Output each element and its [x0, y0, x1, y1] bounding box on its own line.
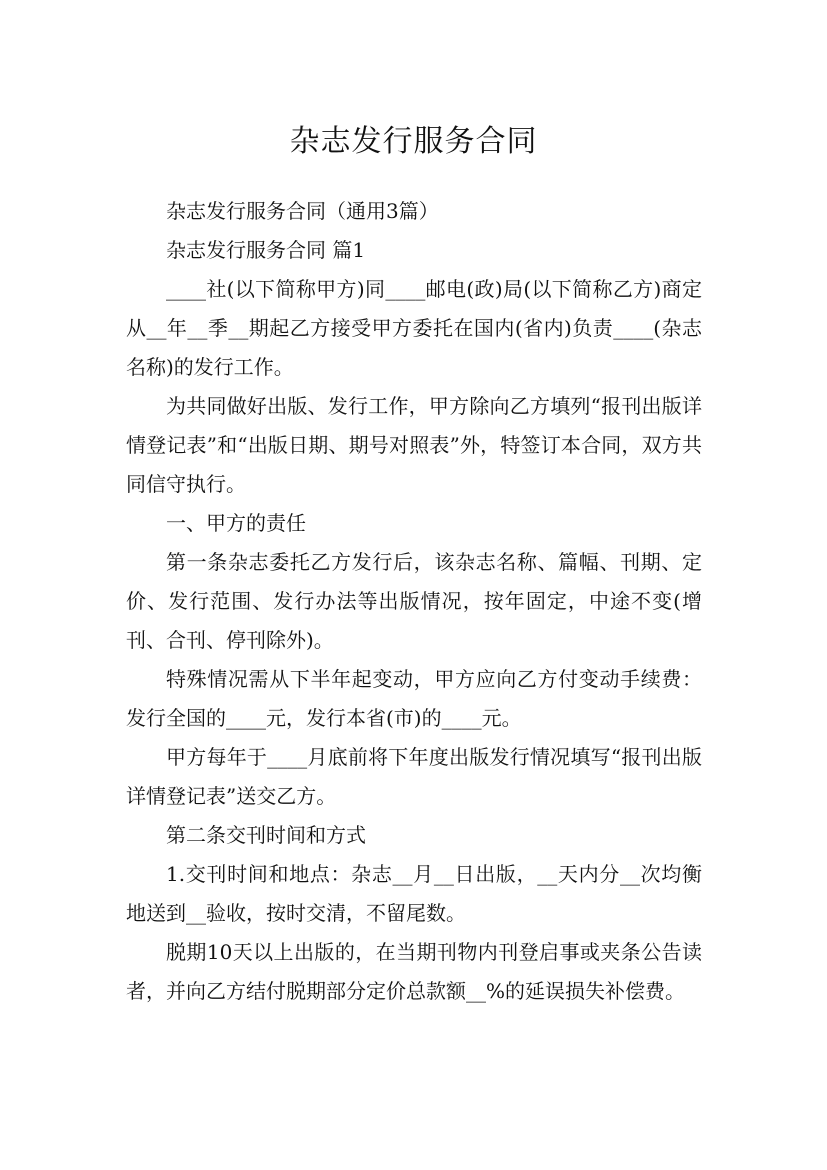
paragraph-section-heading: 杂志发行服务合同 篇1 — [166, 238, 366, 262]
paragraph: 脱期10天以上出版的，在当期刊物内刊登启事或夹条公告读者，并向乙方结付脱期部分定价总款额__%的延误损失补偿费。 — [126, 940, 702, 1003]
paragraph-heading: 第二条交刊时间和方式 — [166, 823, 366, 847]
paragraph: 1.交刊时间和地点：杂志__月__日出版，__天内分__次均衡地送到__验收，按时交清，不留尾数。 — [126, 862, 702, 925]
paragraph: 特殊情况需从下半年起变动，甲方应向乙方付变动手续费：发行全国的____元，发行本省(市)的____元。 — [126, 667, 702, 730]
paragraph: 为共同做好出版、发行工作，甲方除向乙方填列“报刊出版详情登记表”和“出版日期、期号对照表”外，特签订本合同，双方共同信守执行。 — [126, 394, 702, 496]
paragraph: 甲方每年于____月底前将下年度出版发行情况填写“报刊出版详情登记表”送交乙方。 — [126, 745, 702, 808]
document-body — [126, 192, 702, 1011]
paragraph: ____社(以下简称甲方)同____邮电(政)局(以下简称乙方)商定从__年__季__期起乙方接受甲方委托在国内(省内)负责____(杂志名称)的发行工作。 — [126, 277, 702, 379]
document-title: 杂志发行服务合同 — [289, 124, 538, 160]
paragraph-heading: 一、甲方的责任 — [166, 511, 306, 535]
paragraph-subtitle: 杂志发行服务合同（通用3篇） — [166, 199, 439, 223]
paragraph: 第一条杂志委托乙方发行后，该杂志名称、篇幅、刊期、定价、发行范围、发行办法等出版情况，按年固定，中途不变(增刊、合刊、停刊除外)。 — [126, 550, 702, 652]
